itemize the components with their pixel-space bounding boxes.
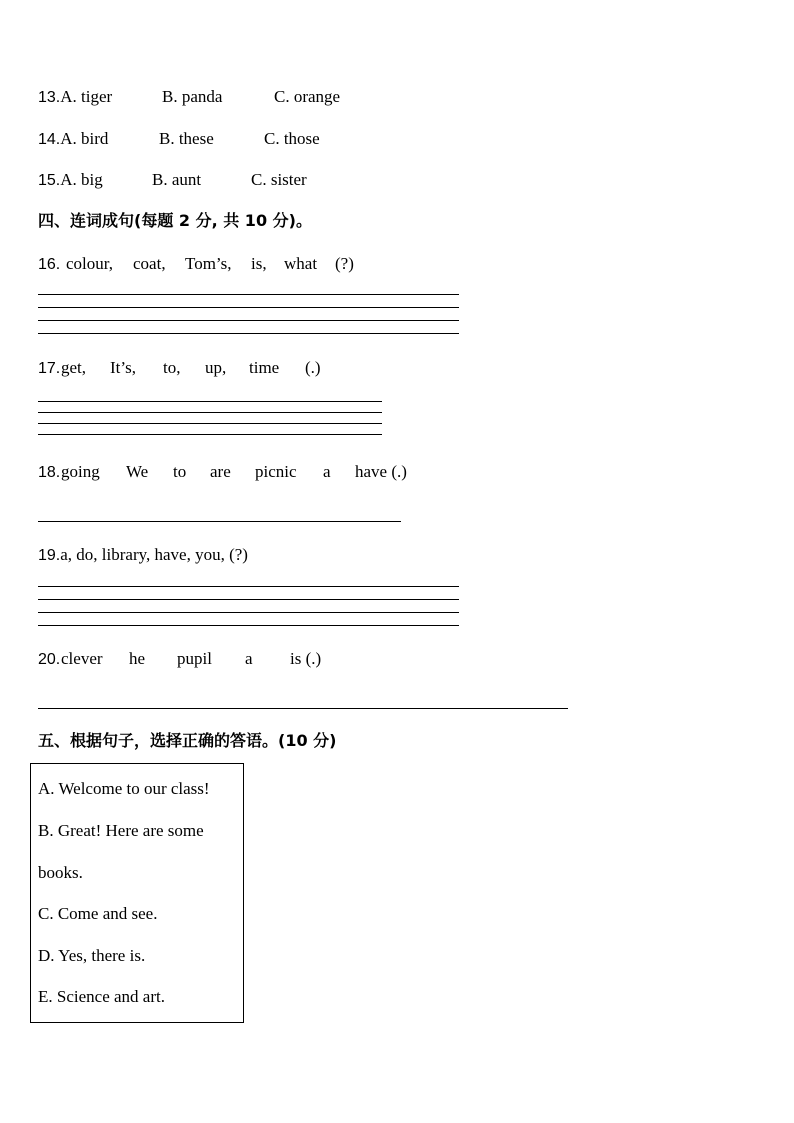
word: clever [61,649,103,668]
word: going [61,462,100,481]
option-b: B. panda [162,87,223,106]
word: We [126,462,149,481]
word: picnic [255,462,297,481]
option-a: A. big [60,170,103,189]
answer-line [38,333,459,334]
word: have (.) [355,462,407,481]
options-box [30,763,244,1023]
answer-line [38,401,382,402]
question-number: 19. [38,547,61,564]
option-c: C. those [264,129,320,148]
option-c: C. orange [274,87,341,106]
answer-line [38,521,401,522]
question-number: 13. [38,89,61,106]
option-b-continued: books. [38,863,83,882]
option-b: B. these [159,129,214,148]
section-4-title: 四、连词成句(每题 2 分, 共 10 分)。 [38,211,312,230]
question-number: 20. [38,651,61,668]
word: what [284,254,318,273]
option-b: B. aunt [152,170,202,189]
answer-line [38,586,459,587]
question-17 [38,358,60,379]
word: is, [251,254,267,273]
word: up, [205,358,227,377]
word: pupil [177,649,212,668]
word: a [323,462,331,481]
section-5-title: 五、根据句子，选择正确的答语。(10 分) [38,731,337,750]
option-a: A. tiger [60,87,113,106]
answer-line [38,599,459,600]
answer-line [38,612,459,613]
question-number: 16. [38,256,61,273]
word: to, [163,358,181,377]
answer-line [38,434,382,435]
word: (.) [305,358,321,377]
option-b: B. Great! Here are some [38,821,204,840]
word: (?) [335,254,354,273]
question-13 [38,87,112,108]
option-a: A. bird [60,129,109,148]
question-number: 17. [38,360,61,377]
answer-line [38,412,382,413]
question-15 [38,170,103,191]
question-number: 14. [38,131,61,148]
word: he [129,649,146,668]
answer-line [38,708,568,709]
word: It’s, [110,358,136,377]
word: is (.) [290,649,322,668]
question-16 [38,254,60,275]
option-c: C. Come and see. [38,904,158,923]
question-20 [38,649,60,670]
word: to [173,462,187,481]
question-14 [38,129,108,150]
word: Tom’s, [185,254,232,273]
question-19 [38,545,248,566]
question-18 [38,462,60,483]
answer-line [38,625,459,626]
answer-line [38,307,459,308]
answer-line [38,294,459,295]
answer-line [38,320,459,321]
answer-line [38,423,382,424]
word: coat, [133,254,166,273]
option-e: E. Science and art. [38,987,165,1006]
word: a [245,649,253,668]
question-number: 15. [38,172,61,189]
question-number: 18. [38,464,61,481]
word: are [210,462,231,481]
word-list: a, do, library, have, you, (?) [60,545,248,564]
option-c: C. sister [251,170,307,189]
option-a: A. Welcome to our class! [38,779,210,798]
word: colour, [66,254,113,273]
option-d: D. Yes, there is. [38,946,146,965]
word: get, [61,358,87,377]
word: time [249,358,280,377]
